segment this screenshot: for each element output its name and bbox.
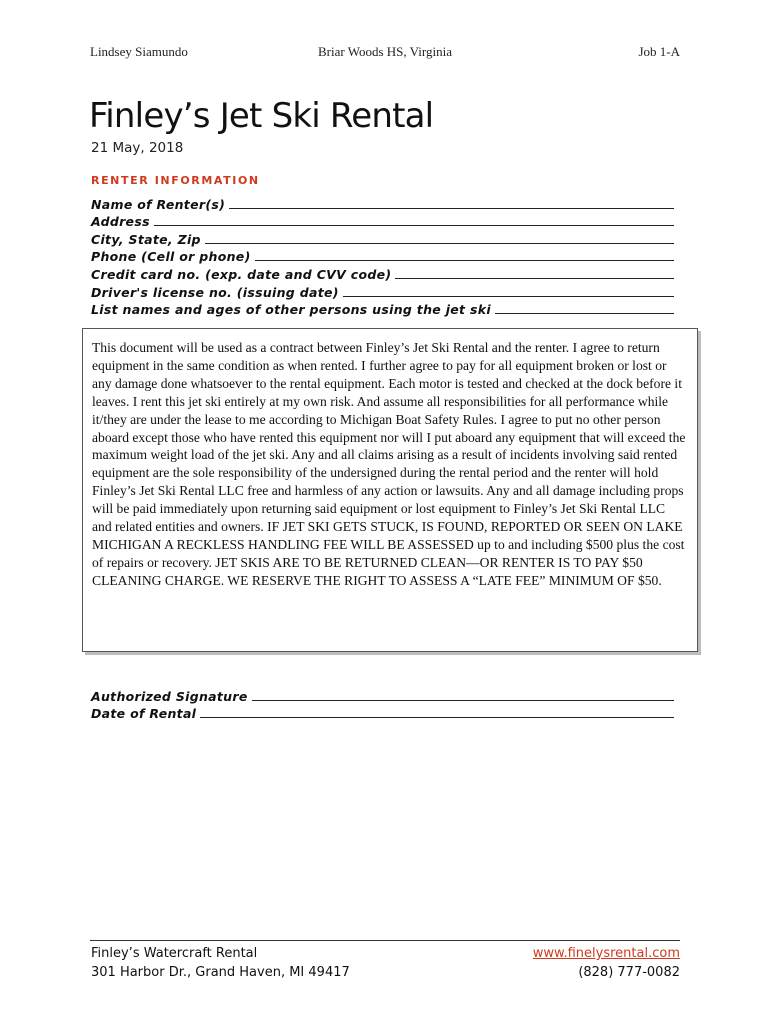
field-label: List names and ages of other persons using the jet ski xyxy=(91,302,491,318)
fill-line xyxy=(154,224,674,226)
renter-information-fields xyxy=(91,194,674,317)
footer-company: Finley’s Watercraft Rental xyxy=(91,946,258,961)
header-school: Briar Woods HS, Virginia xyxy=(318,44,452,59)
contract-text: This document will be used as a contract between Finley’s Jet Ski Rental and the renter. I agree to return equipment in the same condition as when rented. I further agree to pay for all equipment broken or lost or any damage done whatsoever to the rental equipment. Each motor is tested and checked at the dock before it leaves. I rent this jet ski entirely at my own risk. And assume all responsibilities for all performance while it/they are under the lease to me according to Michigan Boat Safety Rules. I agree to put no other person aboard except those who have rented this equipment nor will I put aboard any equipment that will exceed the maximum weight load of the jet ski. Any and all claims arising as a result of incidents involving said rented equipment are the sole responsibility of the undersigned during the rental period and the renter will hold Finley’s Jet Ski Rental LLC free and harmless of any action or lawsuits. Any and all damage including props will be paid immediately upon returning said equipment or lost equipment to Finley’s Jet Ski Rental LLC and related entities and owners. IF JET SKI GETS STUCK, IS FOUND, REPORTED OR SEEN ON LAKE MICHIGAN A RECKLESS HANDLING FEE WILL BE ASSESSED up to and including $500 plus the cost of repairs or recovery. JET SKIS ARE TO BE RETURNED CLEAN—OR RENTER IS TO PAY $50 CLEANING CHARGE. WE RESERVE THE RIGHT TO ASSESS A “LATE FEE” MINIMUM OF $50. xyxy=(92,340,686,588)
header-job: Job 1-A xyxy=(638,44,680,59)
fill-line xyxy=(343,295,674,297)
other-persons-field[interactable] xyxy=(91,300,674,318)
field-label: Credit card no. (exp. date and CVV code) xyxy=(91,266,392,282)
fill-line xyxy=(255,259,674,261)
address-field[interactable] xyxy=(91,212,674,230)
drivers-license-field[interactable] xyxy=(91,282,674,300)
date-of-rental-field[interactable] xyxy=(91,704,674,722)
document-date: 21 May, 2018 xyxy=(91,140,184,156)
field-label: Date of Rental xyxy=(91,706,197,722)
fill-line xyxy=(395,277,674,279)
page-header xyxy=(90,44,680,64)
field-label: Driver's license no. (issuing date) xyxy=(91,284,339,300)
fill-line xyxy=(229,207,674,209)
field-label: Authorized Signature xyxy=(91,688,248,704)
website-link[interactable]: www.finelysrental.com xyxy=(532,946,680,961)
contract-terms-box xyxy=(82,328,698,652)
document-title: Finley’s Jet Ski Rental xyxy=(89,96,434,136)
field-label: Phone (Cell or phone) xyxy=(91,249,251,265)
renter-name-field[interactable] xyxy=(91,194,674,212)
footer-left xyxy=(91,944,350,982)
footer-address: 301 Harbor Dr., Grand Haven, MI 49417 xyxy=(91,965,350,980)
fill-line xyxy=(200,716,674,718)
footer-divider xyxy=(90,940,680,941)
signature-fields xyxy=(91,686,674,721)
field-label: Address xyxy=(91,214,150,230)
fill-line xyxy=(495,312,674,314)
renter-information-heading: RENTER INFORMATION xyxy=(91,174,260,187)
city-state-zip-field[interactable] xyxy=(91,229,674,247)
field-label: Name of Renter(s) xyxy=(91,196,226,212)
authorized-signature-field[interactable] xyxy=(91,686,674,704)
footer-phone: (828) 777-0082 xyxy=(578,965,680,980)
header-author: Lindsey Siamundo xyxy=(90,44,188,59)
fill-line xyxy=(252,699,674,701)
fill-line xyxy=(205,242,674,244)
credit-card-field[interactable] xyxy=(91,264,674,282)
phone-field[interactable] xyxy=(91,247,674,265)
footer-right xyxy=(533,944,680,982)
field-label: City, State, Zip xyxy=(91,231,201,247)
